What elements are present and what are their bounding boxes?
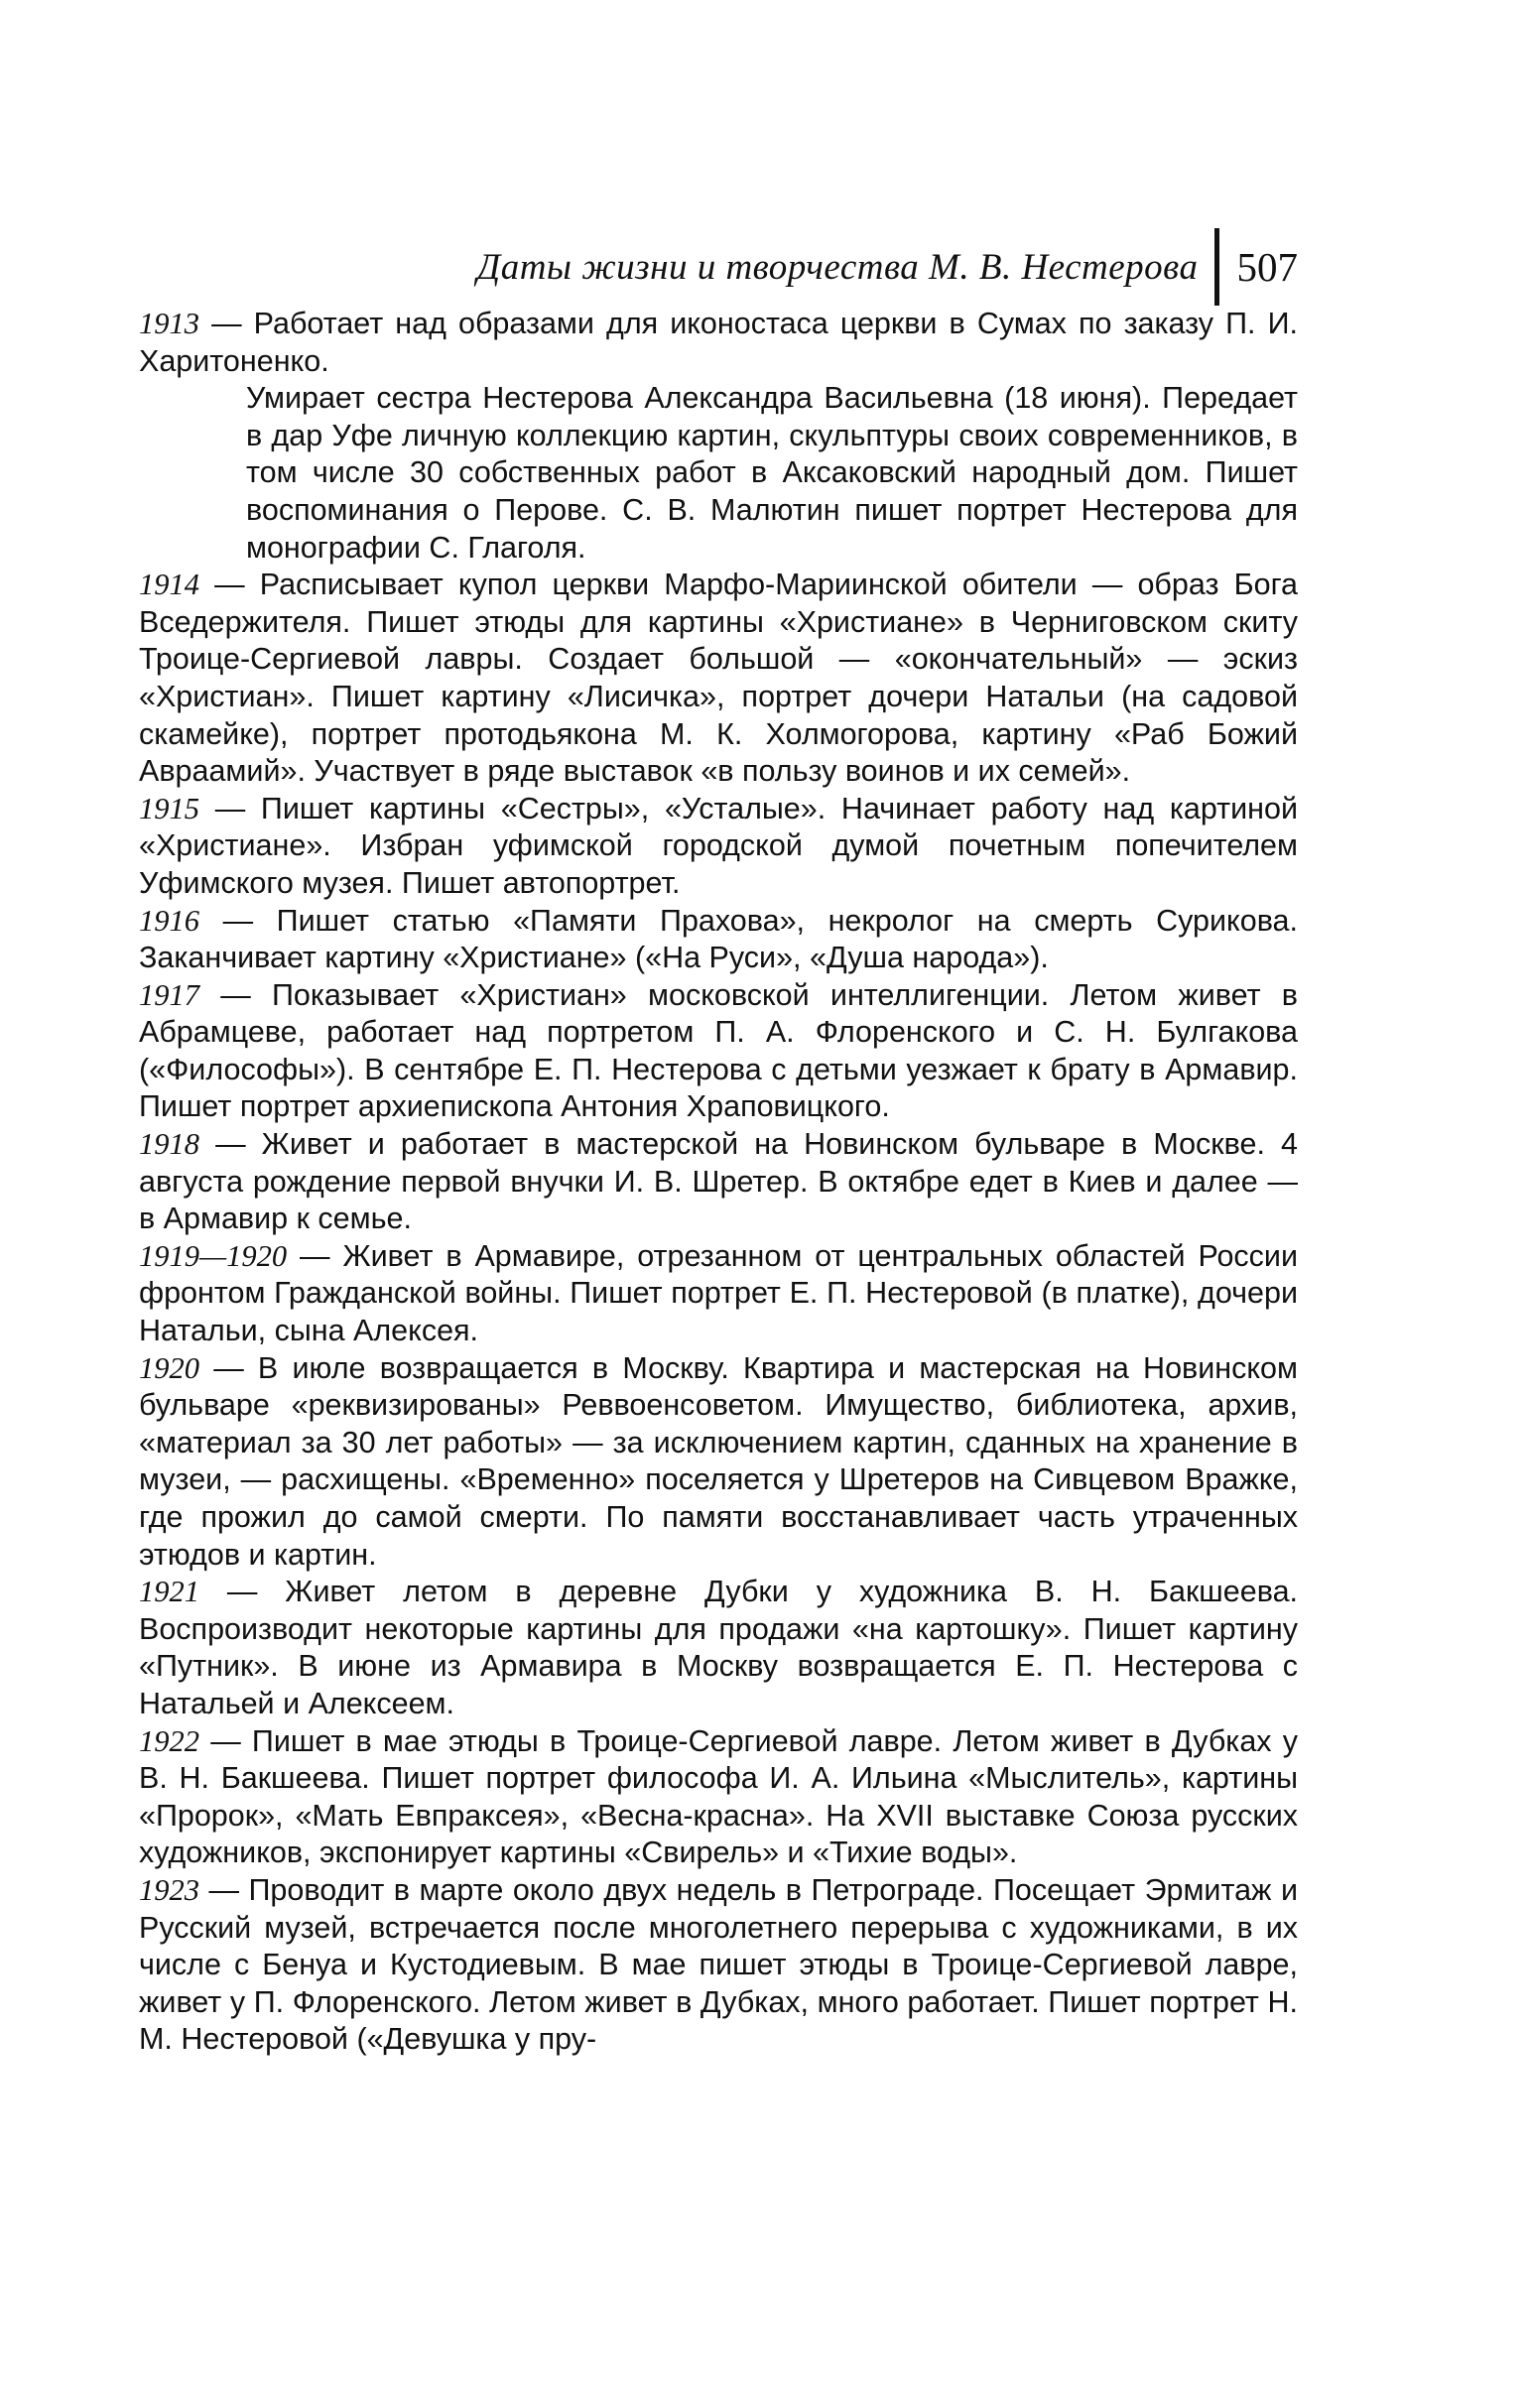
entry-paragraph [139,1574,1298,1722]
entry-paragraph [139,1126,1298,1238]
chronology-entry [139,306,1298,567]
chronology-entry [139,567,1298,791]
chronology-entry [139,1872,1298,2059]
entry-year: 1920 [139,1350,199,1385]
entry-year: 1921 [139,1575,199,1609]
chronology-entry [139,1350,1298,1575]
entry-paragraph [139,791,1298,903]
entry-text: — Живет летом в деревне Дубки у художника В. Н. Бакшеева. Воспроизводит некоторые картины для продажи «на картошку». Пишет картину «Путник». В июне из Армавира в Москву возвращается Е. П. Нестерова с Натальей и Алексеем. [139,1575,1298,1720]
entry-continuation: Умирает сестра Нестерова Александра Васильевна (18 июня). Передает в дар Уфе личную коллекцию картин, скульптуры своих современников, в том числе 30 собственных работ в Аксаковский народный дом. Пишет воспоминания о Перове. С. В. Малютин пишет портрет Нестерова для монографии С. Глаголя. [246,381,1298,565]
entry-paragraph [139,1238,1298,1350]
page-number: 507 [1236,244,1298,290]
entry-year: 1923 [139,1872,199,1907]
entry-year: 1917 [139,977,199,1012]
chronology-entry [139,1574,1298,1722]
entry-paragraph [139,977,1298,1126]
page-header [477,228,1298,306]
entry-text: — Пишет статью «Памяти Прахова», некролог на смерть Сурикова. Заканчивает картину «Христиане» («На Руси», «Душа народа»). [139,903,1298,975]
entry-year: 1914 [139,568,199,602]
entry-text: — Расписывает купол церкви Марфо-Мариинской обители — образ Бога Вседержителя. Пишет этюды для картины «Христиане» в Черниговском скиту Троице-Сергиевой лавры. Создает большой — «окончательный» — эскиз «Христиан». Пишет картину «Лисичка», портрет дочери Натальи (на садовой скамейке), портрет протодьякона М. К. Холмогорова, картину «Раб Божий Авраамий». Участвует в ряде выставок «в пользу воинов и их семей». [139,568,1298,789]
entry-text: — Пишет в мае этюды в Троице-Сергиевой лавре. Летом живет в Дубках у В. Н. Бакшеева. Пишет портрет философа И. А. Ильина «Мыслитель», картины «Пророк», «Мать Евпраксея», «Весна-красна». На XVII выставке Союза русских художников, экспонирует картины «Свирель» и «Тихие воды». [139,1723,1298,1870]
entry-text: — Показывает «Христиан» московской интеллигенции. Летом живет в Абрамцеве, работает над портретом П. А. Флоренского и С. Н. Булгакова («Философы»). В сентябре Е. П. Нестерова с детьми уезжает к брату в Армавир. Пишет портрет архиепископа Антония Храповицкого. [139,977,1298,1124]
entry-text: — Работает над образами для иконостаса церкви в Сумах по заказу П. И. Харитоненко. [139,307,1298,378]
entry-text: — Проводит в марте около двух недель в Петрограде. Посещает Эрмитаж и Русский музей, встречается после многолетнего перерыва с художниками, в их числе с Бенуа и Кустодиевым. В мае пишет этюды в Троице-Сергиевой лавре, живет у П. Флоренского. Летом живет в Дубках, много работает. Пишет портрет Н. М. Нестеровой («Девушка у пру- [139,1872,1298,2057]
entry-text: — Живет в Армавире, отрезанном от центральных областей России фронтом Гражданской войны. Пишет портрет Е. П. Нестеровой (в платке), дочери Натальи, сына Алексея. [139,1238,1298,1348]
entry-paragraph [139,903,1298,977]
entry-paragraph [139,1350,1298,1575]
entry-year: 1913 [139,307,199,340]
entry-text: — Пишет картины «Сестры», «Усталые». Начинает работу над картиной «Христиане». Избран уфимской городской думой почетным попечителем Уфимского музея. Пишет автопортрет. [139,791,1298,900]
running-title: Даты жизни и творчества М. В. Нестерова [476,246,1199,288]
entry-year: 1918 [139,1127,199,1162]
entry-paragraph [139,306,1298,380]
entry-paragraph [139,1723,1298,1872]
entry-year: 1922 [139,1723,199,1758]
chronology-entry [139,1126,1298,1238]
chronology-entry [139,903,1298,977]
chronology-entry [139,1238,1298,1350]
entry-year: 1919—1920 [139,1238,288,1273]
entry-paragraph [139,567,1298,791]
chronology-list [139,306,1298,2059]
chronology-entry [139,791,1298,903]
entry-year: 1916 [139,903,199,938]
chronology-entry [139,1723,1298,1872]
entry-year: 1915 [139,791,199,825]
chronology-entry [139,977,1298,1126]
entry-text: — В июле возвращается в Москву. Квартира и мастерская на Новинском бульваре «реквизированы» Реввоенсоветом. Имущество, библиотека, архив, «материал за 30 лет работы» — за исключением картин, сданных на хранение в музеи, — расхищены. «Временно» поселяется у Шретеров на Сивцевом Вражке, где прожил до самой смерти. По памяти восстанавливает часть утраченных этюдов и картин. [139,1350,1298,1572]
entry-text: — Живет и работает в мастерской на Новинском бульваре в Москве. 4 августа рождение первой внучки И. В. Шретер. В октябре едет в Киев и далее — в Армавир к семье. [139,1127,1298,1236]
header-divider [1214,228,1219,306]
entry-paragraph [139,1872,1298,2059]
